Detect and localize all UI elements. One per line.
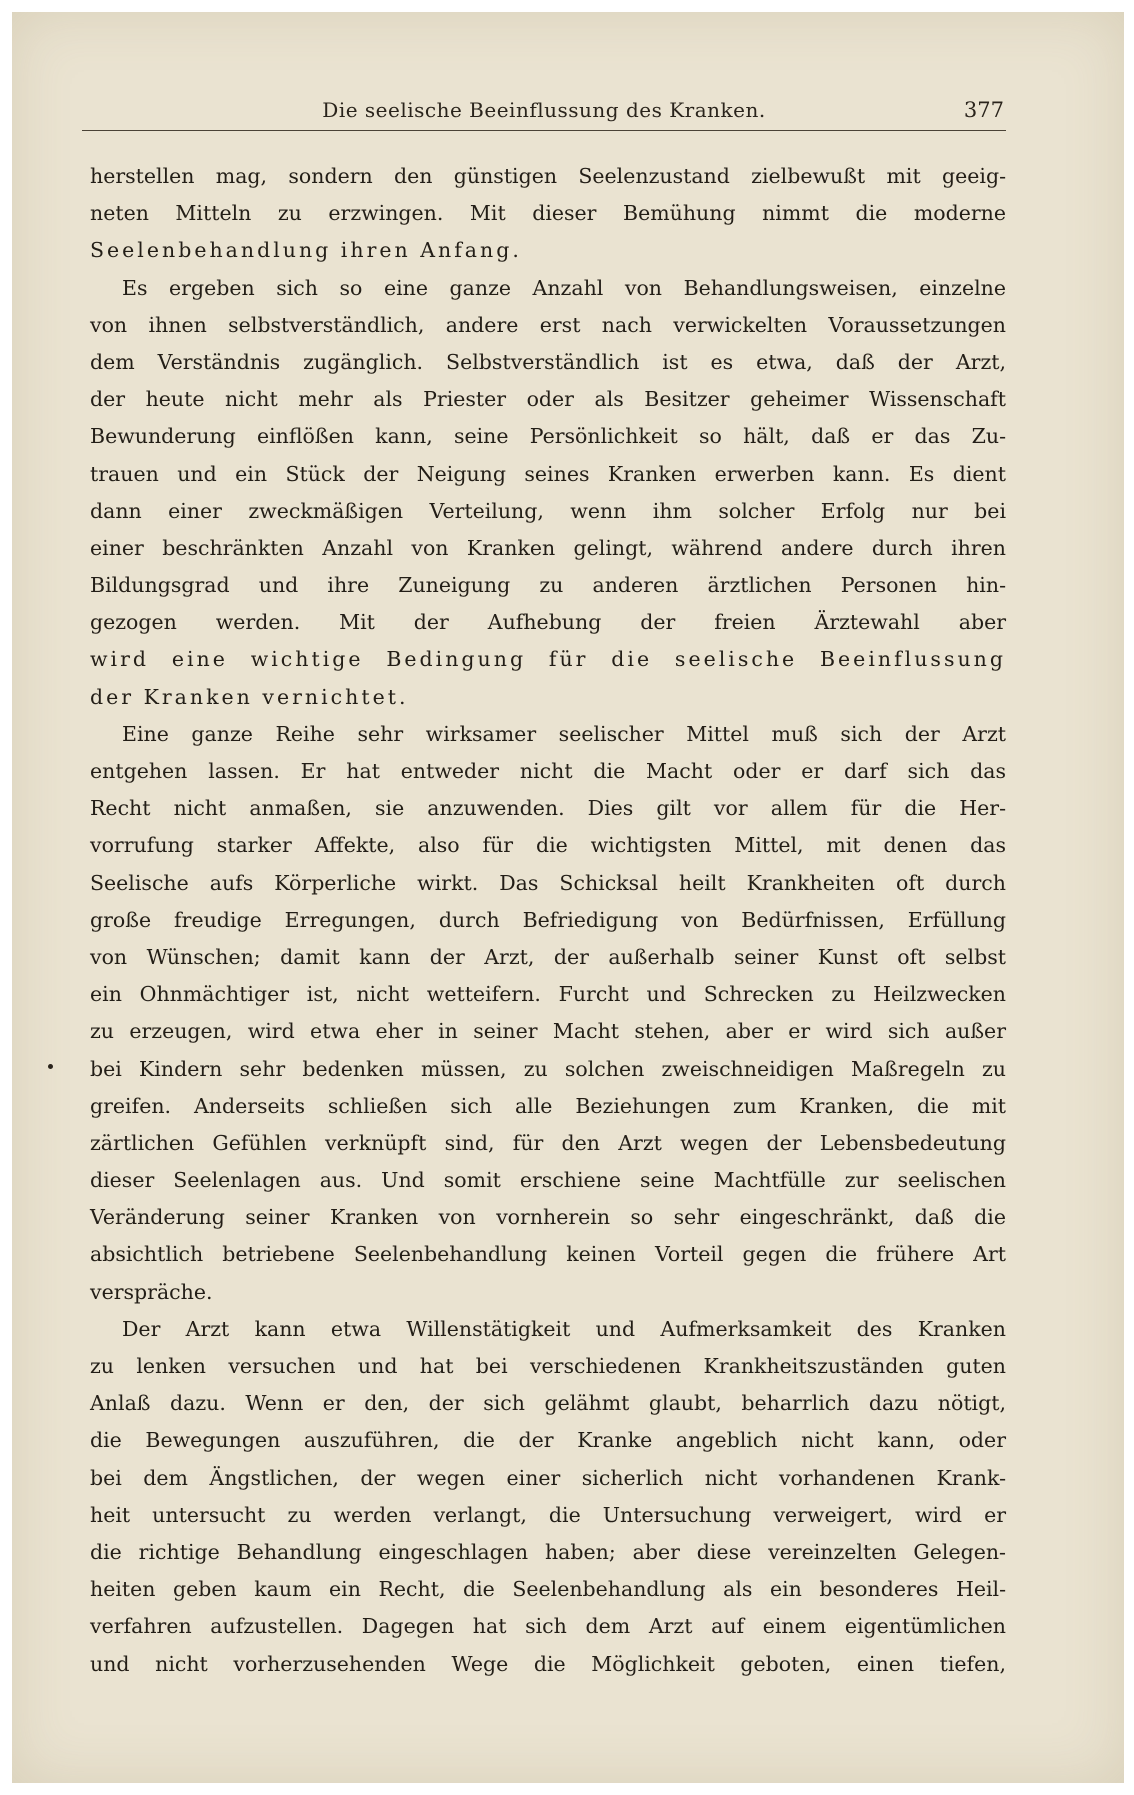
- text-line: verspräche.: [90, 1279, 213, 1304]
- text-line: wird eine wichtige Bedingung für die seelische Beeinflussung: [90, 647, 1006, 672]
- header-rule: [82, 130, 1006, 131]
- text-line: heit untersucht zu werden verlangt, die Untersuchung verweigert, wird er: [90, 1502, 1006, 1527]
- text-line: der heute nicht mehr als Priester oder als Besitzer geheimer Wissenschaft: [90, 387, 1006, 412]
- text-line: bei Kindern sehr bedenken müssen, zu solchen zweischneidigen Maßregeln zu: [90, 1056, 1006, 1081]
- text-line: zu erzeugen, wird etwa eher in seiner Macht stehen, aber er wird sich außer: [90, 1019, 1006, 1044]
- text-line: Der Arzt kann etwa Willenstätigkeit und Aufmerksamkeit des Kranken: [122, 1316, 1006, 1341]
- text-line: Anlaß dazu. Wenn er den, der sich gelähmt glaubt, beharrlich dazu nötigt,: [90, 1391, 1006, 1416]
- text-line: die richtige Behandlung eingeschlagen haben; aber diese vereinzelten Gelegen-: [90, 1539, 1006, 1564]
- text-line: zärtlichen Gefühlen verknüpft sind, für den Arzt wegen der Lebensbedeutung: [90, 1130, 1006, 1155]
- text-line: absichtlich betriebene Seelenbehandlung keinen Vorteil gegen die frühere Art: [90, 1242, 1006, 1267]
- margin-dot: [48, 1064, 53, 1069]
- text-line: Bewunderung einflößen kann, seine Persönlichkeit so hält, daß er das Zu-: [90, 424, 1006, 449]
- text-line: ein Ohnmächtiger ist, nicht wetteifern. Furcht und Schrecken zu Heilzwecken: [90, 982, 1006, 1007]
- text-line: die Bewegungen auszuführen, die der Kranke angeblich nicht kann, oder: [90, 1428, 1006, 1453]
- text-line: von Wünschen; damit kann der Arzt, der außerhalb seiner Kunst oft selbst: [90, 944, 1006, 969]
- text-line: einer beschränkten Anzahl von Kranken gelingt, während andere durch ihren: [90, 535, 1006, 560]
- text-line: Veränderung seiner Kranken von vornherein so sehr eingeschränkt, daß die: [90, 1205, 1006, 1230]
- text-line: gezogen werden. Mit der Aufhebung der freien Ärztewahl aber: [90, 610, 1006, 635]
- text-line: Es ergeben sich so eine ganze Anzahl von Behandlungsweisen, einzelne: [122, 275, 1006, 300]
- text-line: neten Mitteln zu erzwingen. Mit dieser Bemühung nimmt die moderne: [90, 201, 1006, 226]
- text-line: der Kranken vernichtet.: [90, 684, 409, 709]
- text-line: dann einer zweckmäßigen Verteilung, wenn ihm solcher Erfolg nur bei: [90, 498, 1006, 523]
- text-line: Eine ganze Reihe sehr wirksamer seelischer Mittel muß sich der Arzt: [122, 721, 1006, 746]
- chapter-title: Die seelische Beeinflussung des Kranken.: [322, 98, 766, 122]
- text-line: Bildungsgrad und ihre Zuneigung zu anderen ärztlichen Personen hin-: [90, 573, 1006, 598]
- text-line: greifen. Anderseits schließen sich alle Beziehungen zum Kranken, die mit: [90, 1093, 1006, 1118]
- text-line: bei dem Ängstlichen, der wegen einer sicherlich nicht vorhandenen Krank-: [90, 1465, 1006, 1490]
- text-line: herstellen mag, sondern den günstigen Seelenzustand zielbewußt mit geeig-: [90, 164, 1006, 188]
- text-line: entgehen lassen. Er hat entweder nicht die Macht oder er darf sich das: [90, 759, 1006, 783]
- page-number: 377: [963, 98, 1004, 122]
- text-line: verfahren aufzustellen. Dagegen hat sich dem Arzt auf einem eigentümlichen: [90, 1614, 1006, 1639]
- running-head: [82, 84, 1006, 124]
- text-line: und nicht vorherzusehenden Wege die Möglichkeit geboten, einen tiefen,: [90, 1651, 1006, 1676]
- text-line: Seelenbehandlung ihren Anfang.: [90, 238, 522, 263]
- text-line: trauen und ein Stück der Neigung seines Kranken erwerben kann. Es dient: [90, 461, 1006, 486]
- text-line: dieser Seelenlagen aus. Und somit erschiene seine Machtfülle zur seelischen: [90, 1168, 1006, 1193]
- text-line: Recht nicht anmaßen, sie anzuwenden. Dies gilt vor allem für die Her-: [90, 796, 1006, 821]
- text-line: Seelische aufs Körperliche wirkt. Das Schicksal heilt Krankheiten oft durch: [90, 870, 1006, 895]
- text-line: heiten geben kaum ein Recht, die Seelenbehandlung als ein besonderes Heil-: [90, 1577, 1006, 1602]
- text-line: von ihnen selbstverständlich, andere erst nach verwickelten Voraussetzungen: [90, 312, 1006, 337]
- text-line: zu lenken versuchen und hat bei verschiedenen Krankheitszuständen guten: [90, 1354, 1006, 1378]
- text-line: große freudige Erregungen, durch Befriedigung von Bedürfnissen, Erfüllung: [90, 907, 1006, 932]
- text-line: vorrufung starker Affekte, also für die wichtigsten Mittel, mit denen das: [90, 833, 1006, 858]
- text-line: dem Verständnis zugänglich. Selbstverständlich ist es etwa, daß der Arzt,: [90, 349, 1006, 374]
- body-text: [90, 158, 1006, 1683]
